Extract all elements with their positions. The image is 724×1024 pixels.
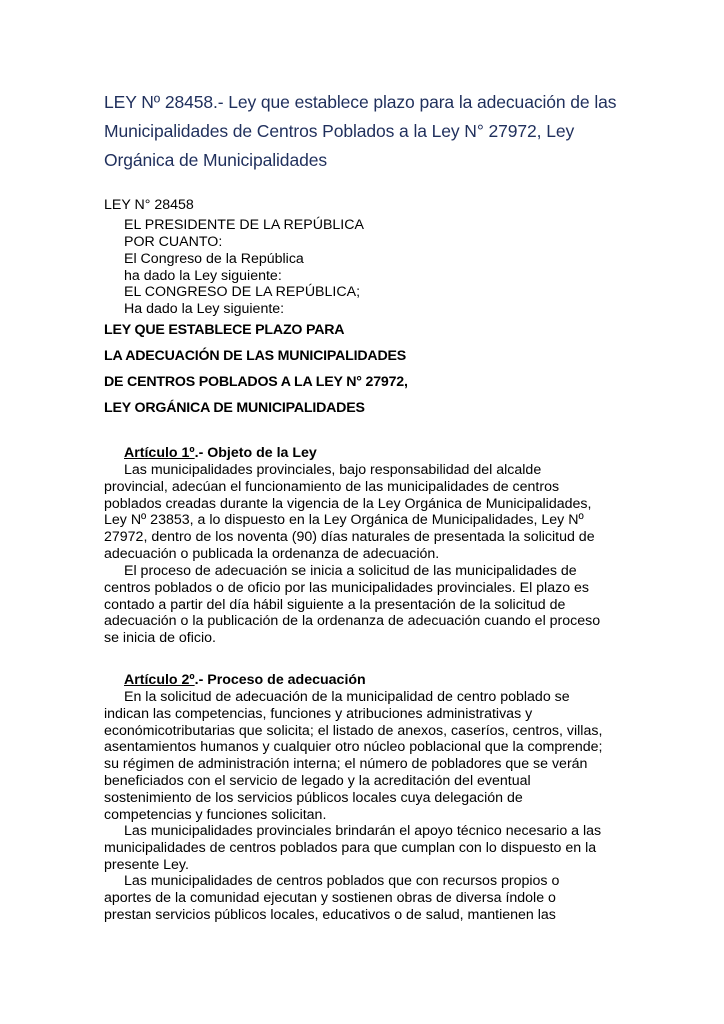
text-line: Las municipalidades provinciales brindarán el apoyo técnico necesario a las: [124, 823, 602, 839]
law-title-line: LEY ORGÁNICA DE MUNICIPALIDADES: [104, 400, 365, 416]
law-title-line: LA ADECUACIÓN DE LAS MUNICIPALIDADES: [104, 348, 407, 364]
preamble-line: EL CONGRESO DE LA REPÚBLICA;: [124, 284, 361, 300]
article-2-number: Artículo 2º: [124, 672, 195, 688]
article-2-paragraph-1: [104, 689, 624, 823]
text-line: municipalidades de centros poblados para que cumplan con lo dispuesto en la: [104, 839, 597, 856]
text-line: indican las competencias, funciones y atribuciones administrativas y: [104, 705, 533, 722]
law-title-line: DE CENTROS POBLADOS A LA LEY N° 27972,: [104, 374, 408, 390]
article-1-paragraph-1: [104, 462, 624, 563]
text-line: Ley Nº 23853, a lo dispuesto en la Ley Orgánica de Municipalidades, Ley Nº: [104, 512, 584, 529]
law-title-line: LEY QUE ESTABLECE PLAZO PARA: [104, 322, 345, 338]
text-line: competencias y funciones solicitan.: [104, 806, 327, 823]
preamble-line: Ha dado la Ley siguiente:: [124, 301, 285, 317]
text-line: poblados creadas durante la vigencia de la Ley Orgánica de Municipalidades,: [104, 495, 592, 512]
text-line: contado a partir del día hábil siguiente a la presentación de la solicitud de: [104, 596, 566, 613]
text-line: En la solicitud de adecuación de la municipalidad de centro poblado se: [124, 689, 570, 705]
title-line: Municipalidades de Centros Poblados a la Ley N° 27972, Ley: [104, 121, 575, 141]
text-line: económicotributarias que solicita; el listado de anexos, caseríos, centros, villas,: [104, 722, 603, 739]
text-line: 27972, dentro de los noventa (90) días naturales de presentada la solicitud de: [104, 529, 595, 546]
text-line: se inicia de oficio.: [104, 630, 216, 647]
preamble-line: EL PRESIDENTE DE LA REPÚBLICA: [124, 217, 364, 233]
text-line: El proceso de adecuación se inicia a solicitud de las municipalidades de: [124, 563, 577, 579]
text-line: adecuación o publicada la ordenanza de adecuación.: [104, 545, 440, 562]
text-line: su régimen de administración interna; el número de pobladores que se verán: [104, 756, 588, 773]
preamble-line: ha dado la Ley siguiente:: [124, 268, 282, 284]
title-line: LEY Nº 28458.- Ley que establece plazo para la adecuación de las: [104, 92, 617, 112]
law-number: LEY N° 28458: [104, 197, 194, 213]
text-line: adecuación o la publicación de la ordenanza de adecuación cuando el proceso: [104, 613, 601, 630]
article-1-number: Artículo 1º: [124, 445, 195, 461]
text-line: Las municipalidades provinciales, bajo responsabilidad del alcalde: [124, 462, 542, 478]
article-2-title: .- Proceso de adecuación: [194, 672, 366, 688]
article-1-title: .- Objeto de la Ley: [194, 445, 317, 461]
document-title: [104, 88, 644, 175]
text-line: prestan servicios públicos locales, educativos o de salud, mantienen las: [104, 906, 556, 923]
preamble-line: POR CUANTO:: [124, 234, 223, 250]
text-line: presente Ley.: [104, 856, 189, 873]
text-line: provincial, adecúan el funcionamiento de las municipalidades de centros: [104, 478, 560, 495]
text-line: centros poblados o de oficio por las municipalidades provinciales. El plazo es: [104, 579, 590, 596]
text-line: Las municipalidades de centros poblados que con recursos propios o: [124, 873, 560, 889]
article-1-paragraph-2: [104, 563, 624, 647]
title-line: Orgánica de Municipalidades: [104, 150, 327, 170]
text-line: sostenimiento de los servicios públicos locales cuya delegación de: [104, 789, 523, 806]
article-2-heading: [124, 672, 366, 688]
text-line: aportes de la comunidad ejecutan y sostienen obras de diversa índole o: [104, 889, 556, 906]
article-2-paragraph-2: [104, 823, 624, 873]
text-line: asentamientos humanos y cualquier otro núcleo poblacional que la comprende;: [104, 739, 603, 756]
preamble-line: El Congreso de la República: [124, 251, 304, 267]
text-line: beneficiados con el servicio de legado y la acreditación del eventual: [104, 772, 531, 789]
article-2-paragraph-3: [104, 873, 624, 923]
article-1-heading: [124, 445, 317, 461]
